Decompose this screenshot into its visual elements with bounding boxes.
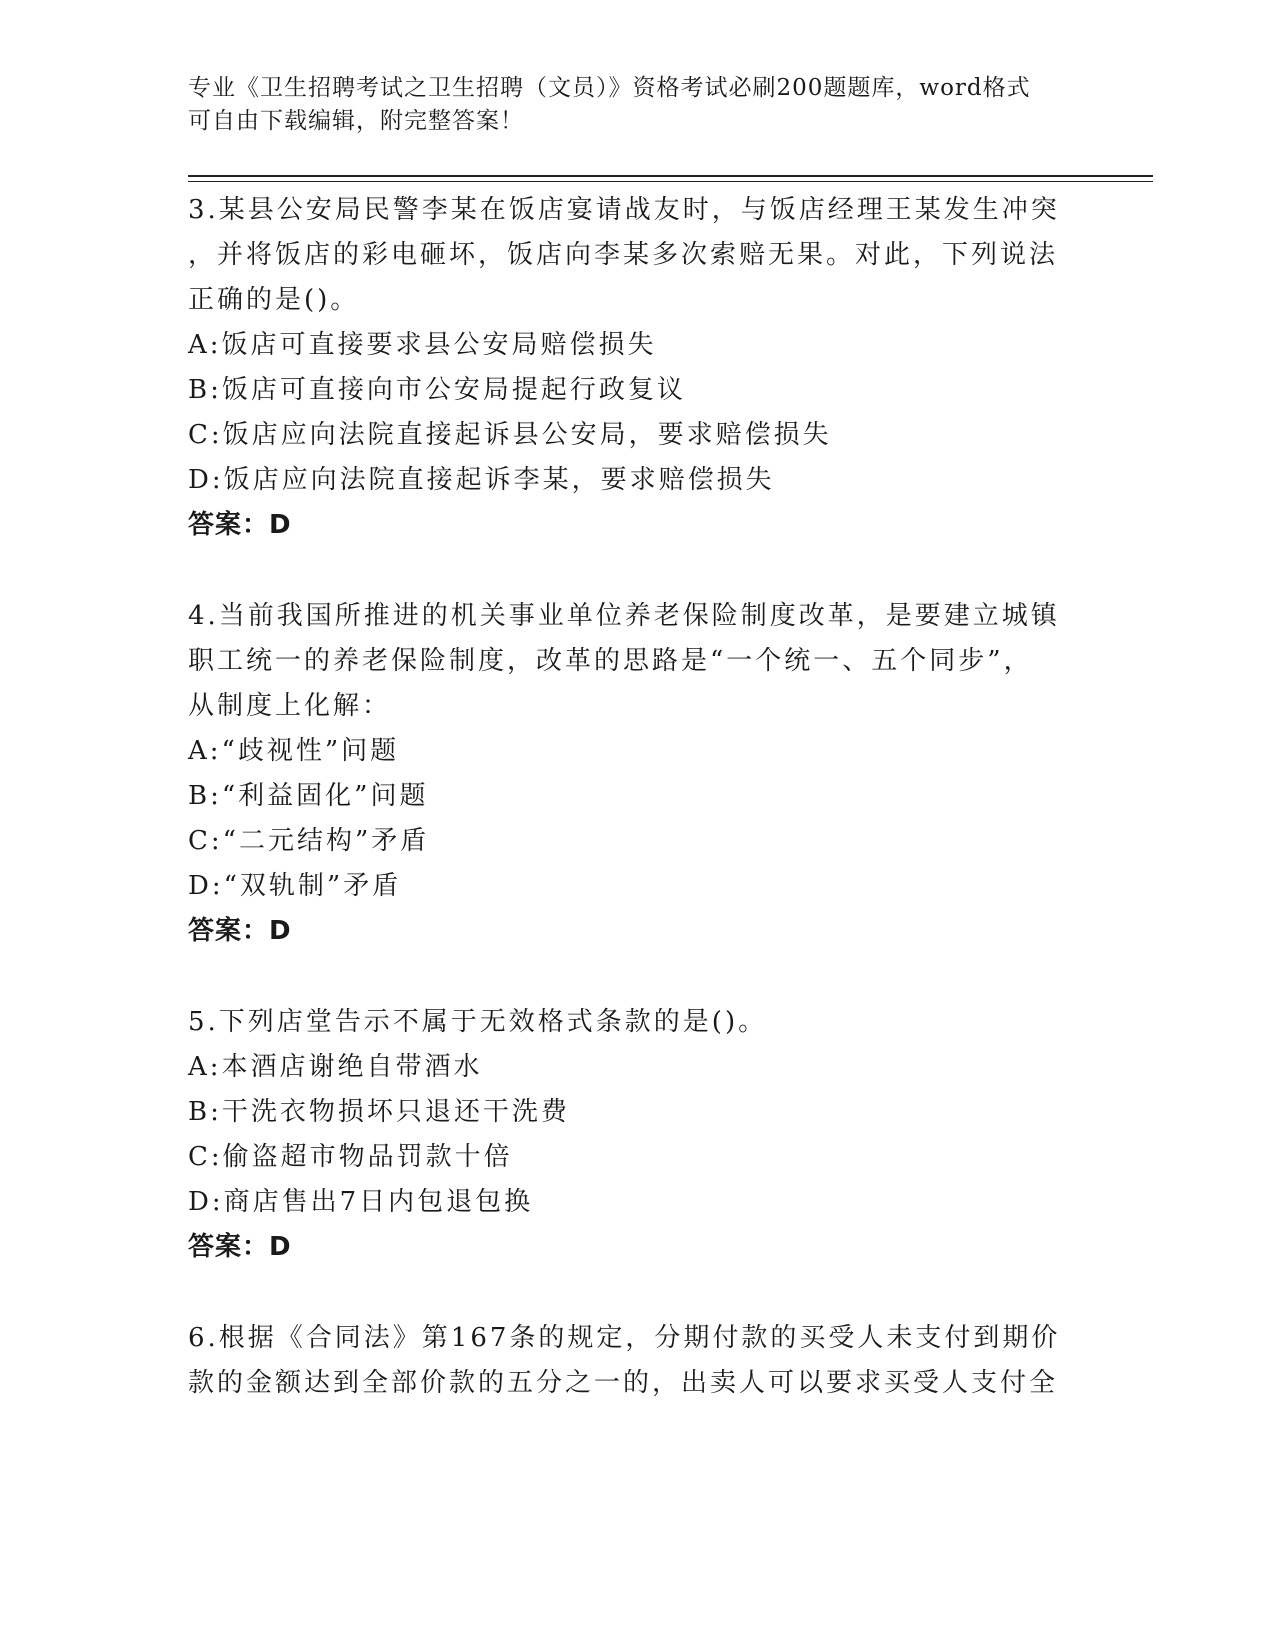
- option-d: D:“双轨制”矛盾: [188, 871, 402, 901]
- header-line-1: 专业《卫生招聘考试之卫生招聘（文员）》资格考试必刷200题题库，word格式: [188, 75, 1031, 101]
- option-b: B:干洗衣物损坏只退还干洗费: [188, 1097, 570, 1127]
- question-line: 3.某县公安局民警李某在饭店宴请战友时，与饭店经理王某发生冲突: [188, 195, 1060, 225]
- question-line: 5.下列店堂告示不属于无效格式条款的是()。: [188, 1007, 768, 1037]
- header-line-2: 可自由下载编辑，附完整答案！: [188, 108, 524, 134]
- option-d: D:商店售出7日内包退包换: [188, 1187, 534, 1217]
- option-b: B:饭店可直接向市公安局提起行政复议: [188, 375, 686, 405]
- question-text: [188, 1000, 1068, 1045]
- header-divider-thin: [188, 181, 1153, 182]
- question-line: ，并将饭店的彩电砸坏，饭店向李某多次索赔无果。对此，下列说法: [188, 240, 1059, 270]
- question-line: 6.根据《合同法》第167条的规定，分期付款的买受人未支付到期价: [188, 1323, 1061, 1353]
- answer-label: 答案：D: [188, 916, 292, 946]
- option-b: B:“利益固化”问题: [188, 781, 429, 811]
- question-line: 4.当前我国所推进的机关事业单位养老保险制度改革，是要建立城镇: [188, 601, 1060, 631]
- question-4: [188, 594, 1068, 954]
- option-d: D:饭店应向法院直接起诉李某，要求赔偿损失: [188, 465, 775, 495]
- question-3: [188, 188, 1068, 548]
- answer-label: 答案：D: [188, 1232, 292, 1262]
- question-5: [188, 1000, 1068, 1270]
- option-a: A:“歧视性”问题: [188, 736, 400, 766]
- question-text: [188, 1316, 1068, 1406]
- answer-label: 答案：D: [188, 510, 292, 540]
- option-c: C:“二元结构”矛盾: [188, 826, 430, 856]
- question-line: 正确的是()。: [188, 285, 360, 315]
- question-list: [188, 188, 1068, 1452]
- document-header: [188, 72, 1068, 138]
- question-text: [188, 188, 1068, 323]
- question-text: [188, 594, 1068, 729]
- question-line: 从制度上化解：: [188, 691, 392, 721]
- question-6: [188, 1316, 1068, 1406]
- question-line: 职工统一的养老保险制度，改革的思路是“一个统一、五个同步”，: [188, 646, 1033, 676]
- option-a: A:本酒店谢绝自带酒水: [188, 1052, 483, 1082]
- header-divider-thick: [188, 175, 1153, 177]
- option-a: A:饭店可直接要求县公安局赔偿损失: [188, 330, 657, 360]
- option-c: C:偷盗超市物品罚款十倍: [188, 1142, 513, 1172]
- option-c: C:饭店应向法院直接起诉县公安局，要求赔偿损失: [188, 420, 832, 450]
- question-line: 款的金额达到全部价款的五分之一的，出卖人可以要求买受人支付全: [188, 1368, 1059, 1398]
